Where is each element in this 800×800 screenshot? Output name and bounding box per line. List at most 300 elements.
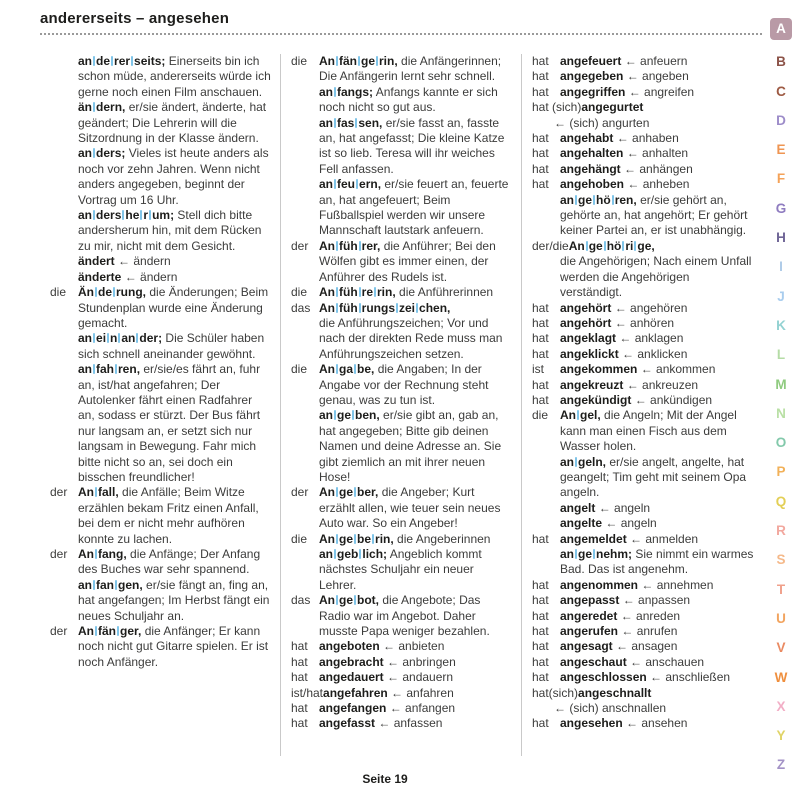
entry-text: ← andauern [387,670,454,685]
entry-text: die Änderungen; Beim Stundenplan wurde eine Änderung gemacht. [78,285,269,330]
entry-text: ← anklagen [619,331,684,346]
syllable-divider [577,410,579,420]
entry-article: der [291,238,309,253]
syllable-divider [416,303,418,313]
syllable-divider [634,241,636,251]
entry-headword: angeklagt [560,331,617,346]
dictionary-entry [532,131,754,146]
entry-headword: angegeben [560,69,624,84]
dictionary-entry [50,485,272,547]
syllable-divider [359,241,361,251]
syllable-divider [358,56,360,66]
dictionary-entry [291,701,513,716]
entry-headword: an ders; [78,146,126,161]
dictionary-entry [532,547,754,578]
entry-article: die [291,531,308,546]
syllable-divider [93,333,95,343]
alphabet-letter-u[interactable]: U [776,610,786,626]
dictionary-entry [532,301,754,316]
alphabet-letter-x[interactable]: X [776,698,786,714]
syllable-divider [354,595,356,605]
entry-text: ← anhören [614,315,675,330]
syllable-divider [359,549,361,559]
syllable-divider [359,287,361,297]
entry-headword: an fah ren, [78,362,141,377]
entry-text: die Angehörigen; Nach einem Unfall werden die Angehörigen verständigt. [560,254,752,300]
entry-text: ← ändern [124,269,178,284]
syllable-divider [354,364,356,374]
entry-headword: angesehen [560,716,623,731]
entry-text: ← anheben [627,177,690,192]
entry-article: hat [291,701,308,716]
syllable-divider [593,195,595,205]
entry-headword: An füh rer, [319,238,381,253]
entry-article: hat [291,654,308,669]
entry-headword: angenommen [560,577,639,592]
syllable-divider [374,287,376,297]
entry-headword: angeboten [319,639,380,654]
dictionary-entry [291,532,513,547]
entry-text: die Anfänger; Er kann noch nicht gut Gitarre spielen. Er ist noch Anfänger. [78,624,269,669]
entry-article: hat [532,577,549,592]
syllable-divider [131,56,133,66]
entry-text: ← anmelden [630,531,699,546]
syllable-divider [336,364,338,374]
dictionary-column-2 [281,52,521,758]
syllable-divider [95,287,97,297]
alphabet-letter-h[interactable]: H [776,230,786,246]
dictionary-entry [532,639,754,654]
entry-text: die Angeber; Kurt erzählt allen, wie teuer sein neues Auto war. So ein Angeber! [319,485,501,531]
syllable-divider [113,287,115,297]
alphabet-letter-j[interactable]: J [777,288,785,304]
dictionary-entry [291,639,513,654]
entry-text: ← ansehen [626,716,688,731]
entry-text: ← anreden [620,608,681,623]
alphabet-letter-a[interactable]: A [770,18,792,40]
syllable-divider [95,549,97,559]
syllable-divider [336,534,338,544]
alphabet-letter-w[interactable]: W [774,669,788,685]
dictionary-entry [291,686,513,701]
syllable-divider [136,333,138,343]
entry-text: ← anbringen [387,654,456,669]
entry-text: die Anführer; Bei den Wölfen gibt es immer einen, der Anführer des Rudels ist. [319,238,496,284]
dictionary-entry [50,146,272,208]
entry-text: die Anführerinnen [399,285,494,300]
syllable-divider [93,210,95,220]
syllable-divider [575,195,577,205]
dictionary-entry [291,670,513,685]
syllable-divider [354,487,356,497]
syllable-divider [359,303,361,313]
dictionary-entry [532,609,754,624]
entry-article: hat [532,670,549,685]
dictionary-columns [40,52,762,758]
dictionary-entry [532,146,754,161]
page-footer [0,772,770,786]
entry-headword: an de rer seits; [78,54,166,68]
dictionary-entry [532,316,754,331]
entry-headword: an fangs; [319,84,374,99]
dictionary-entry [532,393,754,408]
syllable-divider [93,148,95,158]
entry-article: die [532,408,549,423]
syllable-divider [118,333,120,343]
entry-article: die [50,285,67,300]
dictionary-entry [532,532,754,547]
dictionary-entry [532,578,754,593]
entry-text: Sie nimmt ein warmes Bad. Das ist angenehm. [560,547,754,577]
entry-text: ← angeln [598,500,651,515]
syllable-divider [107,333,109,343]
entry-article: das [291,300,311,315]
syllable-divider [586,241,588,251]
entry-headword: angebracht [319,654,384,669]
entry-text: ← angehören [614,300,688,315]
alphabet-letter-o[interactable]: O [775,435,787,451]
entry-article: hat [532,639,549,654]
syllable-divider [372,534,374,544]
entry-headword: An ge bot, [319,593,380,608]
entry-headword: angerufen [560,624,619,639]
entry-headword: angefasst [319,716,376,731]
entry-article: hat [532,146,549,161]
entry-text: er/sie ändert, änderte, hat geändert; Die Lehrerin will die Sitzordnung in der Klasse ändern. [78,100,267,146]
dictionary-entry [532,716,754,731]
entry-text: ← angreifen [628,84,695,99]
alphabet-letter-t[interactable]: T [776,581,786,597]
syllable-divider [111,56,113,66]
entry-article: hat [532,624,549,639]
dictionary-entry [291,116,513,178]
syllable-divider [336,487,338,497]
dictionary-entry [532,670,754,685]
dictionary-entry [532,69,754,84]
entry-headword: angelte [560,516,603,531]
dictionary-entry [532,378,754,393]
entry-headword: angefeuert [560,54,622,68]
entry-headword: an ge ben, [319,408,380,423]
dictionary-column-1 [40,52,280,758]
entry-headword: än dern, [78,100,126,115]
entry-article: der [50,485,68,500]
dictionary-entry [532,501,754,516]
syllable-divider [140,210,142,220]
entry-article: hat [532,84,549,99]
entry-article: hat(sich) [532,685,579,700]
entry-article: die [291,54,308,68]
entry-text: er/sie fasst an, fasste an, hat angefasst; Die kleine Katze ist so lieb. Teresa will ihr weiches Fell anfassen. [319,115,505,176]
entry-text: ← anklicken [622,346,688,361]
dictionary-entry [532,362,754,377]
entry-article: hat [532,69,549,84]
alphabet-letter-e[interactable]: E [776,142,786,158]
syllable-divider [115,364,117,374]
dictionary-entry [291,547,513,593]
dictionary-entry [291,285,513,300]
entry-headword: An ge be rin, [319,531,394,546]
entry-text: ← anfeuern [624,54,688,68]
entry-text: Vieles ist heute anders als noch vor zehn Jahren. Wenn nicht anders angegeben, beginnt der Vortrag um 16 Uhr. [78,146,269,207]
syllable-divider [575,457,577,467]
entry-headword: änderte [78,269,122,284]
dictionary-entry [291,362,513,408]
entry-article: hat [532,377,549,392]
entry-article: hat [532,300,549,315]
dictionary-entry [50,578,272,624]
dictionary-entry [291,301,513,363]
entry-article: hat [532,54,549,68]
entry-headword: an feu ern, [319,177,382,192]
syllable-divider [117,626,119,636]
page-number: Seite 19 [362,772,408,786]
entry-headword: angehängt [560,161,621,176]
entry-text: ← anfahren [391,685,454,700]
alphabet-letter-n[interactable]: N [776,405,786,421]
dictionary-entry [532,193,754,239]
syllable-divider [336,287,338,297]
dictionary-entry [291,655,513,670]
syllable-divider [396,303,398,313]
alphabet-letter-m[interactable]: M [775,376,787,392]
dictionary-entry [532,85,754,100]
entry-headword: An ge hö ri ge, [568,238,655,253]
entry-text: die Anfänge; Der Anfang des Buches war sehr spannend. [78,547,261,577]
syllable-divider [355,118,357,128]
entry-headword: angedauert [319,670,384,685]
alphabet-letter-q[interactable]: Q [775,493,787,509]
entry-article: hat [291,639,308,654]
entry-text: ← anbieten [383,639,445,654]
alphabet-letter-d[interactable]: D [776,112,786,128]
entry-headword: angepasst [560,593,620,608]
alphabet-letter-p[interactable]: P [776,464,786,480]
entry-headword: an geln, [560,454,607,469]
entry-article: hat (sich) [532,100,582,115]
entry-article: der/die [532,238,569,253]
syllable-divider [93,580,95,590]
entry-article: hat [532,161,549,176]
entry-text: ← ändern [118,254,171,269]
syllable-divider [334,410,336,420]
entry-headword: angehört [560,300,612,315]
alphabet-letter-b[interactable]: B [776,54,786,70]
alphabet-letter-i[interactable]: I [779,259,783,275]
entry-headword: angekündigt [560,392,632,407]
syllable-divider [336,241,338,251]
entry-text: ← angeben [626,69,689,84]
entry-text: die Anführungszeichen; Vor und nach der direkten Rede muss man Anführungszeichen setzen. [319,315,503,361]
entry-headword: an geb lich; [319,547,388,561]
entry-headword: an fas sen, [319,115,383,130]
entry-article: hat [532,608,549,623]
entry-headword: An ga be, [319,362,375,377]
syllable-divider [352,410,354,420]
entry-headword: angeschlossen [560,670,647,685]
entry-text: ← ankreuzen [626,377,699,392]
entry-text: die Angaben; In der Angabe vor der Rechnung steht genau, was zu tun ist. [319,362,489,407]
dictionary-entry [291,177,513,239]
alphabet-letter-c[interactable]: C [776,83,786,99]
dictionary-entry [532,177,754,192]
syllable-divider [93,56,95,66]
dictionary-entry [532,347,754,362]
entry-headword: An fän ger, [78,624,142,639]
dictionary-entry [50,254,272,269]
dictionary-entry [532,408,754,454]
dictionary-entry [291,716,513,731]
entry-article: hat [532,716,549,731]
entry-text: ← ankommen [640,362,716,377]
entry-text: er/sie angelt, angelte, hat geangelt; Tim geht mit seinem Opa angeln. [560,454,747,500]
alphabet-letter-r[interactable]: R [776,523,786,539]
syllable-divider [93,364,95,374]
header-divider [40,33,762,35]
entry-article: hat [532,315,549,330]
dictionary-entry [532,593,754,608]
entry-article: hat [532,392,549,407]
entry-text: er/sie feuert an, feuerte an, hat angefeuert; Beim Fußballspiel werden wir unsere Mannschaft lautstark anfeuern. [319,177,509,238]
entry-headword: An fang, [78,547,127,561]
syllable-divider [622,241,624,251]
dictionary-column-3 [522,52,762,758]
dictionary-entry [50,270,272,285]
entry-article: das [291,593,311,608]
entry-headword: angegurtet [581,100,644,115]
syllable-divider [336,303,338,313]
entry-headword: an fan gen, [78,577,143,592]
entry-article: hat [532,131,549,146]
syllable-divider [122,210,124,220]
entry-text: er/sie gibt an, gab an, hat angegeben; Bitte gib deinen Namen und deine Adresse an. Sie gibt ziemlich an mit ihrer neuen Hose! [319,408,502,484]
entry-text: die Anfälle; Beim Witze erzählen bekam Fritz einen Anfall, bei dem er nicht mehr aufhören konnte zu lachen. [78,485,259,546]
entry-text: die Angebote; Das Radio war im Angebot. Daher musste Papa weniger bezahlen. [319,593,490,639]
alphabet-letter-y[interactable]: Y [776,728,786,744]
entry-text: die Anfängerinnen; Die Anfängerin lernt sehr schnell. [319,54,502,84]
entry-headword: An füh re rin, [319,285,396,300]
entry-article: der [50,624,68,639]
syllable-divider [593,549,595,559]
syllable-divider [95,626,97,636]
entry-article: ist/hat [291,685,324,700]
entry-headword: angehört [560,315,612,330]
dictionary-entry [532,239,754,301]
entry-article: hat [532,531,549,546]
syllable-divider [334,549,336,559]
alphabet-letter-z[interactable]: Z [776,757,786,773]
entry-headword: An gel, [560,408,601,423]
entry-article: die [291,362,308,377]
dictionary-entry [532,100,754,131]
entry-headword: angekreuzt [560,377,624,392]
entry-text: die Angeln; Mit der Angel kann man einen Fisch aus dem Wasser holen. [560,408,737,454]
alphabet-letter-g[interactable]: G [775,200,787,216]
entry-headword: angeschnallt [578,685,652,700]
entry-article: hat [532,331,549,346]
entry-text: ← (sich) angurten [554,115,650,130]
entry-text: ← anrufen [621,624,678,639]
entry-article: ist [532,362,544,377]
dictionary-entry [532,624,754,639]
alphabet-letter-k[interactable]: K [776,317,786,333]
entry-text: ← ankündigen [634,392,713,407]
entry-headword: ändert [78,254,115,269]
syllable-divider [115,580,117,590]
syllable-divider [334,118,336,128]
dictionary-entry [50,285,272,331]
entry-headword: angeklickt [560,346,619,361]
entry-article: hat [291,716,308,731]
syllable-divider [336,56,338,66]
entry-text: ← anschauen [630,654,705,669]
entry-text: er/sie gehört an, gehörte an, hat angehört; Er gehört keiner Partei an, er ist unabhängig. [560,192,748,238]
entry-article: der [291,485,309,500]
entry-headword: angefangen [319,701,387,716]
dictionary-entry [291,239,513,285]
syllable-divider [334,87,336,97]
entry-headword: An fall, [78,485,119,500]
dictionary-entry [291,54,513,85]
syllable-divider [356,179,358,189]
alphabet-letter-f[interactable]: F [776,171,786,187]
entry-text: ← anfangen [389,701,456,716]
entry-article: hat [532,346,549,361]
dictionary-entry [50,547,272,578]
dictionary-entry [532,655,754,670]
dictionary-entry [291,593,513,639]
alphabet-letter-s[interactable]: S [776,552,786,568]
dictionary-entry [50,100,272,146]
dictionary-entry [50,208,272,254]
entry-headword: angeredet [560,608,618,623]
entry-article: hat [532,654,549,669]
entry-headword: An fän ge rin, [319,54,398,68]
entry-headword: angehoben [560,177,625,192]
dictionary-entry [532,516,754,531]
dictionary-entry [50,624,272,670]
entry-article: hat [532,177,549,192]
syllable-divider [575,549,577,559]
syllable-divider [336,595,338,605]
entry-text: Stell dich bitte andersherum hin, mit dem Rücken zu mir, nicht mit dem Gesicht. [78,208,262,253]
syllable-divider [95,487,97,497]
alphabet-letter-l[interactable]: L [776,347,786,363]
entry-article: hat [532,593,549,608]
entry-text: Anfangs kannte er sich noch nicht so gut aus. [319,84,498,115]
entry-headword: An ge ber, [319,485,379,500]
alphabet-letter-v[interactable]: V [776,640,786,656]
syllable-divider [376,56,378,66]
entry-headword: angemeldet [560,531,627,546]
dictionary-entry [291,408,513,485]
entry-article: der [50,547,68,561]
entry-text: Angeblich kommt nächstes Schuljahr ein neuer Lehrer. [319,547,482,592]
dictionary-entry [50,331,272,362]
syllable-divider [93,102,95,112]
entry-headword: Än de rung, [78,285,147,300]
entry-headword: an ders he r um; [78,208,175,223]
entry-text: ← (sich) anschnallen [554,701,667,716]
entry-article: die [291,285,308,300]
entry-text: ← anpassen [622,593,691,608]
dictionary-entry [50,362,272,485]
syllable-divider [612,195,614,205]
entry-text: Einerseits bin ich schon müde, andererseits würde ich gerne noch einen Film anschauen. [78,54,271,99]
entry-text: ← anschließen [650,670,731,685]
syllable-divider [334,179,336,189]
entry-headword: angekommen [560,362,638,377]
